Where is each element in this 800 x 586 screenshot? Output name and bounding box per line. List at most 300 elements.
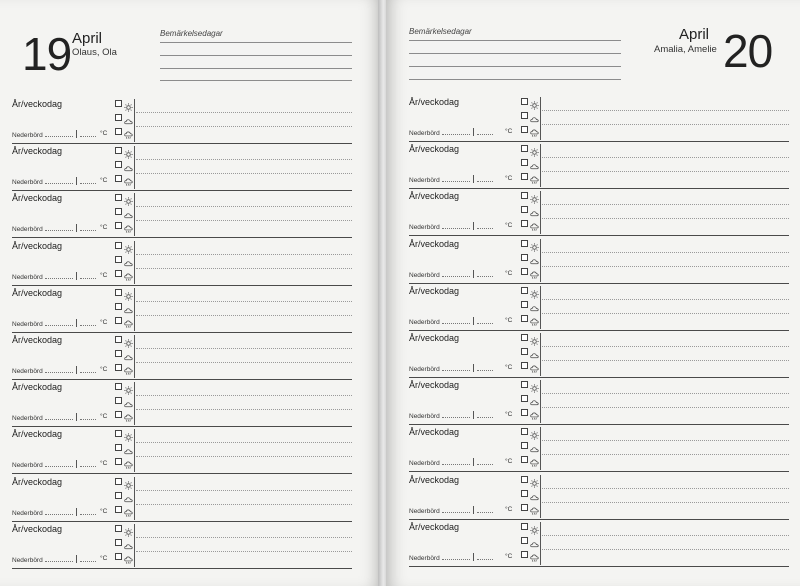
diary-entry — [409, 284, 789, 331]
precipitation-field[interactable] — [409, 175, 495, 184]
weather-checkbox[interactable] — [521, 287, 528, 294]
writing-line[interactable] — [136, 254, 352, 255]
weather-checkbox[interactable] — [115, 317, 122, 324]
cloud-icon — [530, 441, 539, 450]
weather-checkbox[interactable] — [521, 268, 528, 275]
celsius-unit: °C — [100, 507, 108, 515]
sun-icon — [530, 427, 539, 436]
weather-checkbox[interactable] — [115, 539, 122, 546]
weather-checkbox[interactable] — [521, 254, 528, 261]
entry-separator — [409, 566, 789, 567]
precipitation-label: Nederbörd — [12, 509, 43, 517]
writing-line[interactable] — [542, 440, 789, 441]
divider — [473, 458, 474, 466]
rain-cloud-icon — [124, 127, 133, 136]
rain-cloud-icon — [124, 552, 133, 561]
weather-checkbox[interactable] — [521, 220, 528, 227]
precipitation-label: Nederbörd — [12, 273, 43, 281]
weather-checkbox[interactable] — [521, 98, 528, 105]
left-page — [0, 0, 382, 586]
celsius-unit: °C — [100, 130, 108, 137]
weather-checkbox[interactable] — [115, 458, 122, 465]
weather-checkbox[interactable] — [521, 504, 528, 511]
temperature-blank[interactable] — [80, 325, 96, 326]
cloud-icon — [530, 253, 539, 262]
weather-checkbox[interactable] — [115, 175, 122, 182]
writing-line[interactable] — [136, 220, 352, 221]
writing-line[interactable] — [542, 110, 789, 111]
weather-checkbox[interactable] — [521, 476, 528, 483]
cloud-icon — [530, 205, 539, 214]
precipitation-label: Nederbörd — [12, 226, 43, 234]
weather-checkbox[interactable] — [521, 395, 528, 402]
precipitation-label: Nederbörd — [12, 132, 43, 139]
sun-icon — [530, 239, 539, 248]
celsius-unit: °C — [100, 318, 108, 326]
diary-entry — [12, 427, 352, 474]
precipitation-field[interactable] — [409, 506, 495, 515]
entry-title: År/veckodag — [409, 427, 460, 438]
writing-line[interactable] — [542, 313, 789, 314]
precipitation-field[interactable] — [12, 555, 98, 564]
precipitation-field[interactable] — [409, 270, 495, 279]
weather-checkbox[interactable] — [115, 364, 122, 371]
weather-checkbox[interactable] — [115, 147, 122, 154]
precipitation-field[interactable] — [12, 366, 98, 375]
right-page — [386, 0, 800, 586]
precipitation-field[interactable] — [12, 272, 98, 281]
divider — [473, 506, 474, 514]
weather-checkbox[interactable] — [115, 100, 122, 107]
weather-checkbox[interactable] — [115, 525, 122, 532]
weather-checkbox[interactable] — [115, 256, 122, 263]
temperature-blank[interactable] — [477, 228, 493, 229]
weather-checkbox[interactable] — [521, 490, 528, 497]
precipitation-blank[interactable] — [442, 323, 470, 324]
weather-checkbox[interactable] — [521, 301, 528, 308]
precipitation-field[interactable] — [12, 224, 98, 233]
column-divider — [134, 429, 135, 472]
weather-checkbox[interactable] — [521, 173, 528, 180]
precipitation-blank[interactable] — [442, 370, 470, 371]
divider — [473, 270, 474, 278]
day-number: 20 — [723, 25, 773, 77]
temperature-blank[interactable] — [80, 136, 96, 137]
writing-line[interactable] — [542, 454, 789, 455]
rain-cloud-icon — [124, 363, 133, 372]
precipitation-blank[interactable] — [45, 372, 73, 373]
weather-checkbox[interactable] — [521, 348, 528, 355]
precipitation-label: Nederbörd — [409, 130, 440, 137]
writing-line[interactable] — [136, 490, 352, 491]
writing-line[interactable] — [136, 409, 352, 410]
sun-icon — [124, 99, 133, 108]
temperature-blank[interactable] — [80, 561, 96, 562]
writing-line[interactable] — [136, 126, 352, 127]
weather-checkbox[interactable] — [521, 126, 528, 133]
precipitation-blank[interactable] — [45, 325, 73, 326]
diary-entry — [12, 522, 352, 569]
entry-title: År/veckodag — [409, 474, 460, 485]
celsius-unit: °C — [505, 458, 513, 466]
sun-icon — [124, 335, 133, 344]
writing-line[interactable] — [542, 266, 789, 267]
precipitation-blank[interactable] — [442, 228, 470, 229]
month-label: April — [679, 26, 710, 43]
sun-icon — [124, 477, 133, 486]
weather-checkbox[interactable] — [521, 334, 528, 341]
writing-line[interactable] — [542, 124, 789, 125]
column-divider — [134, 477, 135, 520]
diary-entry — [12, 144, 352, 191]
sun-icon — [530, 522, 539, 531]
cloud-icon — [530, 489, 539, 498]
celsius-unit: °C — [100, 366, 108, 373]
weather-checkbox[interactable] — [115, 397, 122, 404]
diary-entry — [409, 237, 789, 284]
weather-checkbox[interactable] — [115, 114, 122, 121]
weather-checkbox[interactable] — [115, 161, 122, 168]
precipitation-blank[interactable] — [45, 230, 73, 231]
weather-checkbox[interactable] — [521, 112, 528, 119]
entry-title: År/veckodag — [12, 335, 63, 345]
celsius-unit: °C — [505, 128, 513, 135]
sun-icon — [124, 288, 133, 297]
weather-checkbox[interactable] — [521, 315, 528, 322]
precipitation-field[interactable] — [409, 364, 495, 373]
sun-icon — [124, 241, 133, 250]
entry-title: År/veckodag — [12, 146, 63, 157]
column-divider — [134, 382, 135, 425]
weather-checkbox[interactable] — [521, 551, 528, 558]
weather-checkbox[interactable] — [115, 478, 122, 485]
precipitation-blank[interactable] — [45, 561, 73, 562]
precipitation-blank[interactable] — [442, 512, 470, 513]
sun-icon — [530, 97, 539, 106]
precipitation-label: Nederbörd — [409, 366, 440, 373]
writing-line[interactable] — [136, 442, 352, 443]
celsius-unit: °C — [505, 411, 513, 419]
precipitation-field[interactable] — [409, 458, 495, 467]
weather-checkbox[interactable] — [115, 350, 122, 357]
writing-line[interactable] — [542, 360, 789, 361]
temperature-blank[interactable] — [477, 464, 493, 465]
writing-line[interactable] — [136, 537, 352, 538]
temperature-blank[interactable] — [80, 183, 96, 184]
temperature-blank[interactable] — [477, 417, 493, 418]
divider — [473, 175, 474, 183]
rain-cloud-icon — [530, 314, 539, 323]
cloud-icon — [124, 443, 133, 452]
writing-line[interactable] — [136, 268, 352, 269]
precipitation-field[interactable] — [409, 222, 495, 231]
column-divider — [540, 144, 541, 187]
writing-line[interactable] — [542, 535, 789, 536]
sun-icon — [124, 146, 133, 155]
weather-checkbox[interactable] — [521, 456, 528, 463]
precipitation-blank[interactable] — [45, 136, 73, 137]
sun-icon — [124, 429, 133, 438]
writing-line[interactable] — [136, 551, 352, 552]
temperature-blank[interactable] — [477, 323, 493, 324]
writing-line[interactable] — [542, 157, 789, 158]
writing-line[interactable] — [136, 348, 352, 349]
rain-cloud-icon — [124, 457, 133, 466]
precipitation-blank[interactable] — [442, 276, 470, 277]
weather-checkbox[interactable] — [521, 240, 528, 247]
rain-cloud-icon — [530, 408, 539, 417]
precipitation-blank[interactable] — [442, 417, 470, 418]
celsius-unit: °C — [505, 222, 513, 230]
cloud-icon — [530, 158, 539, 167]
writing-line[interactable] — [136, 504, 352, 505]
column-divider — [134, 99, 135, 142]
temperature-blank[interactable] — [80, 230, 96, 231]
weather-checkbox[interactable] — [115, 270, 122, 277]
cloud-icon — [530, 347, 539, 356]
name-day-names: Amalia, Amelie — [654, 44, 717, 55]
precipitation-blank[interactable] — [45, 466, 73, 467]
divider — [76, 319, 77, 327]
precipitation-label: Nederbörd — [409, 413, 440, 421]
precipitation-field[interactable] — [12, 508, 98, 517]
entry-title: År/veckodag — [12, 382, 63, 393]
entry-title: År/veckodag — [409, 144, 460, 155]
rain-cloud-icon — [530, 219, 539, 228]
weather-checkbox[interactable] — [115, 242, 122, 249]
writing-line[interactable] — [136, 112, 352, 113]
divider — [76, 366, 77, 374]
precipitation-field[interactable] — [12, 177, 98, 186]
celsius-unit: °C — [505, 269, 513, 277]
celsius-unit: °C — [505, 316, 513, 324]
writing-line[interactable] — [542, 393, 789, 394]
weather-checkbox[interactable] — [115, 492, 122, 499]
temperature-blank[interactable] — [80, 514, 96, 515]
writing-line[interactable] — [542, 488, 789, 489]
precipitation-field[interactable] — [409, 317, 495, 326]
writing-line[interactable] — [542, 171, 789, 172]
writing-line[interactable] — [542, 252, 789, 253]
diary-entry — [12, 286, 352, 333]
diary-entry — [409, 189, 789, 236]
precipitation-blank[interactable] — [45, 183, 73, 184]
diary-entry — [12, 191, 352, 238]
precipitation-label: Nederbörd — [12, 320, 43, 328]
weather-checkbox[interactable] — [521, 145, 528, 152]
weather-checkbox[interactable] — [115, 506, 122, 513]
weather-checkbox[interactable] — [115, 553, 122, 560]
writing-line[interactable] — [542, 204, 789, 205]
weather-checkbox[interactable] — [115, 430, 122, 437]
writing-line[interactable] — [542, 549, 789, 550]
writing-line[interactable] — [136, 301, 352, 302]
cloud-icon — [530, 536, 539, 545]
remark-line — [160, 68, 352, 69]
precipitation-field[interactable] — [12, 413, 98, 422]
weather-checkbox[interactable] — [115, 194, 122, 201]
celsius-unit: °C — [100, 177, 108, 185]
precipitation-label: Nederbörd — [12, 179, 43, 187]
entry-title: År/veckodag — [12, 99, 63, 109]
remark-line — [160, 55, 352, 56]
precipitation-blank[interactable] — [45, 278, 73, 279]
weather-checkbox[interactable] — [521, 442, 528, 449]
remark-line — [409, 79, 621, 80]
diary-entry — [12, 333, 352, 380]
diary-entry — [12, 239, 352, 286]
rain-cloud-icon — [530, 172, 539, 181]
precipitation-blank[interactable] — [442, 559, 470, 560]
cloud-icon — [124, 207, 133, 216]
weather-checkbox[interactable] — [521, 362, 528, 369]
writing-line[interactable] — [136, 456, 352, 457]
divider — [473, 222, 474, 230]
sun-icon — [124, 382, 133, 391]
day-number: 19 — [22, 28, 72, 80]
weather-checkbox[interactable] — [115, 383, 122, 390]
celsius-unit: °C — [100, 413, 108, 421]
celsius-unit: °C — [100, 271, 108, 279]
weather-checkbox[interactable] — [115, 128, 122, 135]
entry-title: År/veckodag — [409, 285, 460, 296]
rain-cloud-icon — [530, 503, 539, 512]
writing-line[interactable] — [136, 173, 352, 174]
rain-cloud-icon — [530, 125, 539, 134]
temperature-blank[interactable] — [477, 370, 493, 371]
diary-entry — [409, 331, 789, 378]
writing-line[interactable] — [136, 315, 352, 316]
divider — [76, 555, 77, 563]
remark-line — [160, 80, 352, 81]
rain-cloud-icon — [124, 174, 133, 183]
diary-entry — [12, 380, 352, 427]
writing-line[interactable] — [136, 362, 352, 363]
precipitation-field[interactable] — [12, 319, 98, 328]
sun-icon — [530, 286, 539, 295]
weather-checkbox[interactable] — [115, 336, 122, 343]
precipitation-field[interactable] — [12, 460, 98, 469]
writing-line[interactable] — [136, 159, 352, 160]
column-divider — [134, 335, 135, 378]
column-divider — [540, 522, 541, 565]
temperature-blank[interactable] — [477, 276, 493, 277]
precipitation-field[interactable] — [409, 553, 495, 562]
weather-checkbox[interactable] — [521, 537, 528, 544]
precipitation-field[interactable] — [12, 130, 98, 139]
remarks-label: Bemärkelsedagar — [409, 27, 472, 36]
celsius-unit: °C — [100, 224, 108, 232]
writing-line[interactable] — [542, 346, 789, 347]
cloud-icon — [124, 160, 133, 169]
diary-entry — [409, 378, 789, 425]
precipitation-blank[interactable] — [45, 514, 73, 515]
celsius-unit: °C — [100, 554, 108, 562]
remark-line — [409, 40, 621, 41]
writing-line[interactable] — [542, 407, 789, 408]
column-divider — [540, 427, 541, 470]
precipitation-field[interactable] — [409, 411, 495, 420]
weather-checkbox[interactable] — [115, 289, 122, 296]
divider — [76, 508, 77, 516]
divider — [76, 272, 77, 280]
writing-line[interactable] — [542, 299, 789, 300]
weather-checkbox[interactable] — [115, 444, 122, 451]
entry-separator — [12, 568, 352, 569]
weather-checkbox[interactable] — [521, 159, 528, 166]
entry-title: År/veckodag — [12, 429, 63, 440]
weather-checkbox[interactable] — [115, 411, 122, 418]
entry-title: År/veckodag — [409, 380, 460, 391]
precipitation-field[interactable] — [409, 128, 495, 137]
precipitation-blank[interactable] — [442, 464, 470, 465]
writing-line[interactable] — [136, 206, 352, 207]
remark-line — [409, 66, 621, 67]
sun-icon — [530, 144, 539, 153]
divider — [473, 364, 474, 372]
diary-entry — [409, 473, 789, 520]
writing-line[interactable] — [542, 218, 789, 219]
weather-checkbox[interactable] — [115, 222, 122, 229]
precipitation-blank[interactable] — [442, 134, 470, 135]
column-divider — [134, 524, 135, 567]
column-divider — [134, 146, 135, 189]
weather-checkbox[interactable] — [521, 381, 528, 388]
diary-entry — [409, 425, 789, 472]
writing-line[interactable] — [542, 502, 789, 503]
precipitation-label: Nederbörd — [409, 271, 440, 279]
cloud-icon — [530, 111, 539, 120]
rain-cloud-icon — [124, 505, 133, 514]
temperature-blank[interactable] — [80, 466, 96, 467]
writing-line[interactable] — [136, 395, 352, 396]
divider — [473, 128, 474, 136]
temperature-blank[interactable] — [80, 278, 96, 279]
rain-cloud-icon — [530, 267, 539, 276]
weather-checkbox[interactable] — [521, 409, 528, 416]
column-divider — [540, 239, 541, 282]
column-divider — [540, 333, 541, 376]
divider — [76, 130, 77, 138]
weather-checkbox[interactable] — [115, 303, 122, 310]
precipitation-blank[interactable] — [442, 181, 470, 182]
weather-checkbox[interactable] — [521, 192, 528, 199]
precipitation-blank[interactable] — [45, 419, 73, 420]
temperature-blank[interactable] — [477, 134, 493, 135]
column-divider — [540, 475, 541, 518]
column-divider — [540, 286, 541, 329]
sun-icon — [530, 475, 539, 484]
temperature-blank[interactable] — [477, 559, 493, 560]
entry-title: År/veckodag — [409, 521, 460, 532]
weather-checkbox[interactable] — [521, 428, 528, 435]
precipitation-label: Nederbörd — [12, 415, 43, 423]
precipitation-label: Nederbörd — [12, 462, 43, 470]
weather-checkbox[interactable] — [521, 206, 528, 213]
temperature-blank[interactable] — [477, 512, 493, 513]
temperature-blank[interactable] — [477, 181, 493, 182]
temperature-blank[interactable] — [80, 372, 96, 373]
sun-icon — [124, 524, 133, 533]
precipitation-label: Nederbörd — [409, 177, 440, 185]
sun-icon — [530, 191, 539, 200]
temperature-blank[interactable] — [80, 419, 96, 420]
cloud-icon — [124, 491, 133, 500]
weather-checkbox[interactable] — [521, 523, 528, 530]
weather-checkbox[interactable] — [115, 208, 122, 215]
entry-title: År/veckodag — [409, 97, 460, 107]
divider — [76, 413, 77, 421]
